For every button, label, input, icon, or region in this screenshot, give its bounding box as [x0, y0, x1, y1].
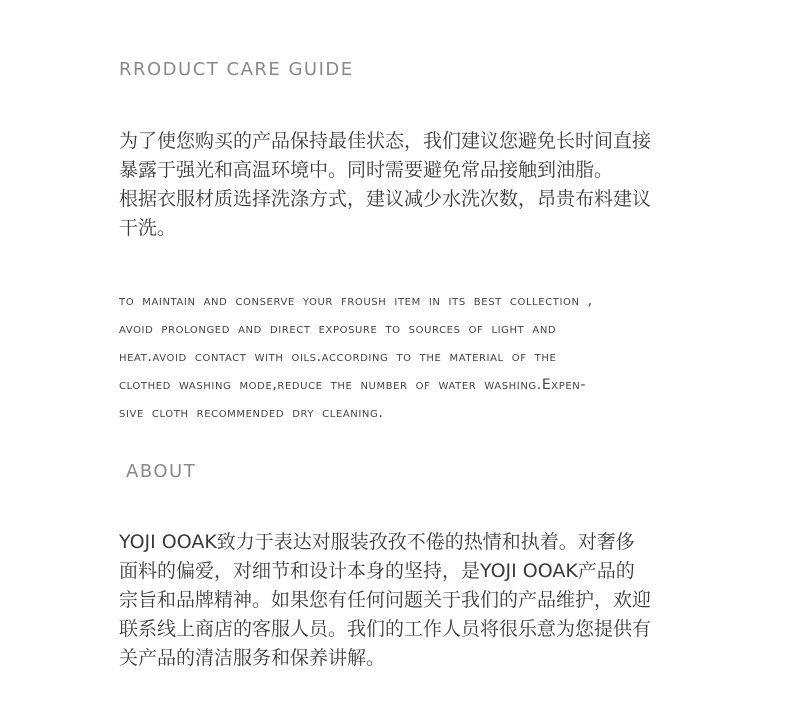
care-guide-heading: RRODUCT CARE GUIDE — [119, 59, 354, 80]
care-en-line: heat.avoid contact with oils.according to the material of the — [119, 349, 557, 365]
care-zh-line: 干洗。 — [119, 217, 177, 239]
about-heading: ABOUT — [126, 461, 197, 482]
care-en-hyphenated-word: xpen- — [551, 377, 587, 393]
about-chinese-text — [119, 528, 651, 673]
care-zh-line: 根据衣服材质选择洗涤方式，建议减少水洗次数，昂贵布料建议 — [119, 188, 652, 210]
care-en-line: sive cloth recommended dry cleaning. — [119, 405, 384, 421]
about-zh-line: 联系线上商店的客服人员。我们的工作人员将很乐意为您提供有 — [119, 618, 652, 640]
care-en-line-text: clothed washing mode,reduce the number of water washing. — [119, 377, 542, 393]
about-zh-line: 关产品的清洁服务和保养讲解。 — [119, 647, 386, 669]
care-en-line — [119, 371, 593, 399]
care-zh-line: 为了使您购买的产品保持最佳状态，我们建议您避免长时间直接 — [119, 130, 652, 152]
care-en-line: to maintain and conserve your froush item in its best collection , — [119, 293, 593, 309]
about-zh-line: 面料的偏爱，对细节和设计本身的坚持，是YOJI OOAK产品的 — [119, 560, 635, 582]
care-guide-english-text — [119, 287, 593, 427]
care-en-line: avoid prolonged and direct exposure to sources of light and — [119, 321, 557, 337]
care-en-capital-letter: E — [541, 377, 552, 393]
care-zh-line: 暴露于强光和高温环境中。同时需要避免常品接触到油脂。 — [119, 159, 614, 181]
care-guide-chinese-text — [119, 127, 651, 243]
about-zh-line: YOJI OOAK致力于表达对服装孜孜不倦的热情和执着。对奢侈 — [119, 531, 635, 553]
about-zh-line: 宗旨和品牌精神。如果您有任何问题关于我们的产品维护，欢迎 — [119, 589, 652, 611]
